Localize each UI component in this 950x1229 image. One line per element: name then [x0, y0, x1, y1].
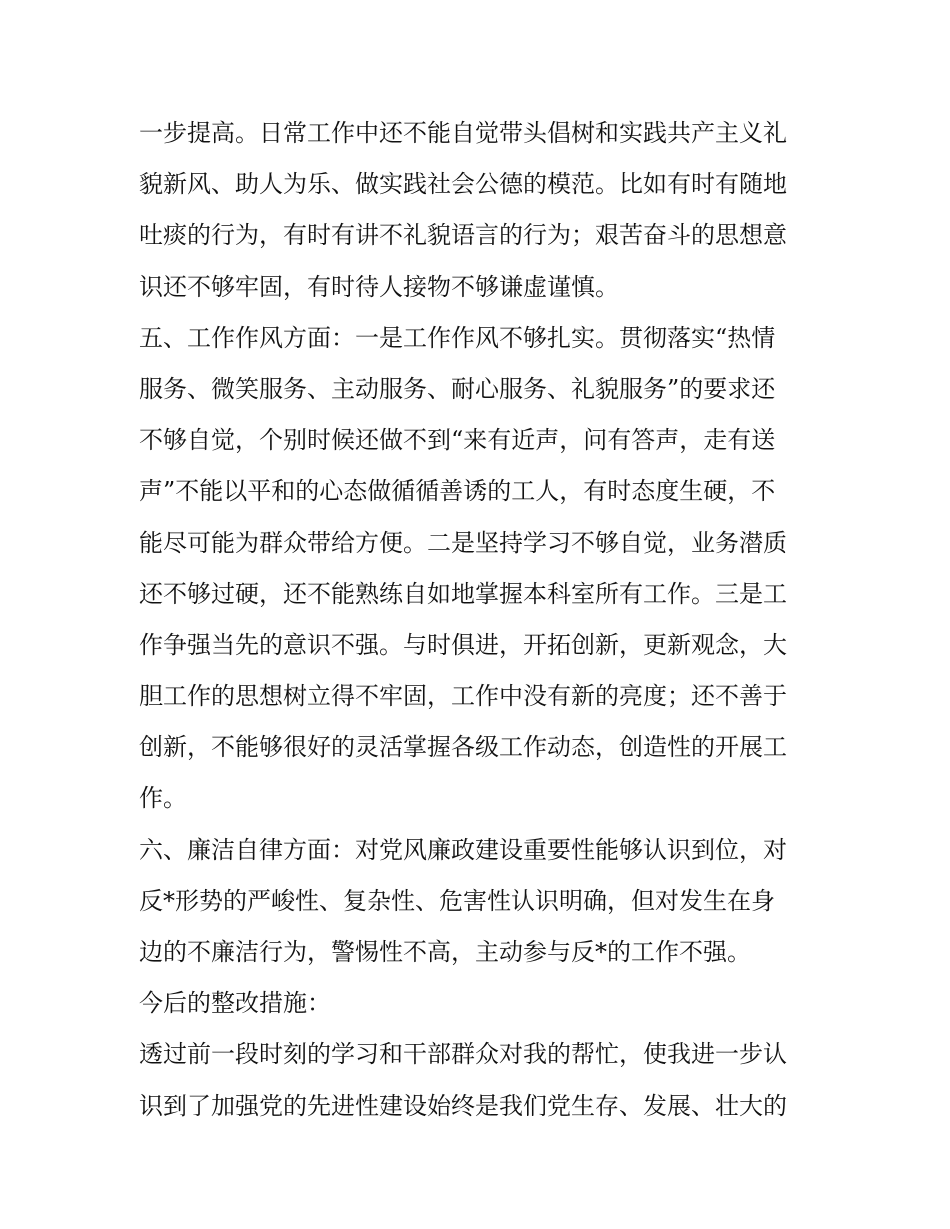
section-five-heading-line: 五、工作作风方面：一是工作作风不够扎实。贯彻落实“热情: [139, 323, 776, 352]
text-line: 一步提高。日常工作中还不能自觉带头倡树和实践共产主义礼: [139, 119, 787, 147]
text-line: 吐痰的行为，有时有讲不礼貌语言的行为；艰苦奋斗的思想意: [139, 221, 787, 250]
text-line: 作争强当先的意识不强。与时俱进，开拓创新，更新观念，大: [139, 630, 787, 659]
document-body: [139, 108, 829, 1132]
section-six-heading-line: 六、廉洁自律方面：对党风廉政建设重要性能够认识到位，对: [139, 835, 787, 864]
text-line: 服务、微笑服务、主动服务、耐心服务、礼貌服务”的要求还: [139, 374, 776, 403]
text-line: 胆工作的思想树立得不牢固，工作中没有新的亮度；还不善于: [139, 682, 787, 711]
text-line: 反*形势的严峻性、复杂性、危害性认识明确，但对发生在身: [139, 886, 775, 915]
text-line: 识还不够牢固，有时待人接物不够谦虚谨慎。: [139, 272, 619, 301]
text-line: 能尽可能为群众带给方便。二是坚持学习不够自觉，业务潜质: [139, 528, 787, 557]
text-line: 边的不廉洁行为，警惕性不高，主动参与反*的工作不强。: [139, 938, 751, 966]
text-line: 还不够过硬，还不能熟练自如地掌握本科室所有工作。三是工: [139, 579, 787, 608]
text-line: 透过前一段时刻的学习和干部群众对我的帮忙，使我进一步认: [139, 1040, 787, 1069]
rectification-measures-heading: 今后的整改措施：: [139, 989, 331, 1018]
text-line: 创新，不能够很好的灵活掌握各级工作动态，创造性的开展工: [139, 733, 787, 762]
text-line: 作。: [139, 784, 187, 813]
text-line: 识到了加强党的先进性建设始终是我们党生存、发展、壮大的: [139, 1091, 787, 1120]
text-line: 不够自觉，个别时候还做不到“来有近声，问有答声，走有送: [139, 426, 776, 455]
text-line: 貌新风、助人为乐、做实践社会公德的模范。比如有时有随地: [139, 170, 787, 199]
text-line: 声”不能以平和的心态做循循善诱的工人，有时态度生硬，不: [139, 477, 776, 506]
